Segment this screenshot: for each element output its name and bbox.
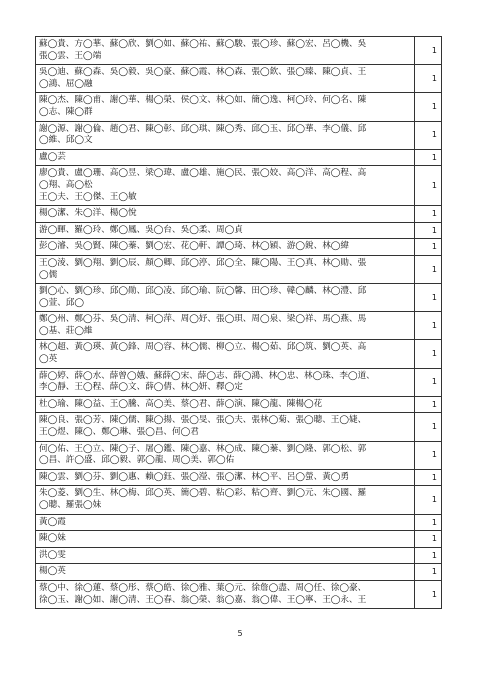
names-cell	[36, 312, 415, 340]
names-line: 王◯夫、王◯傑、王◯敏	[39, 191, 137, 202]
table-row	[36, 547, 442, 564]
count-cell: 1	[415, 65, 442, 93]
page-number: 5	[237, 629, 243, 638]
table-row	[36, 469, 442, 486]
names-line: ◯萱、邱◯	[39, 297, 85, 308]
names-line: 陳◯雲、劉◯芬、劉◯惠、賴◯鈺、張◯瀅、張◯潔、林◯平、呂◯螢、黃◯勇	[39, 471, 349, 482]
names-cell	[36, 469, 415, 486]
table-row	[36, 93, 442, 121]
table-row	[36, 149, 442, 166]
count-cell: 1	[415, 312, 442, 340]
table-row	[36, 340, 442, 368]
names-line: 陳◯杰、陳◯甫、謝◯華、楊◯榮、侯◯文、林◯如、簡◯逸、柯◯玲、何◯名、陳	[39, 95, 367, 106]
table-row	[36, 222, 442, 239]
table-row	[36, 580, 442, 608]
names-line: ◯維、邱◯文	[39, 135, 93, 146]
names-cell	[36, 239, 415, 256]
names-line: 王◯煜、陳◯、鄭◯琳、張◯昌、何◯君	[39, 427, 199, 438]
names-line: 彭◯濬、吳◯賢、陳◯蓁、劉◯宏、花◯軒、譚◯琦、林◯穎、游◯銳、林◯緯	[39, 241, 349, 252]
count-cell: 1	[415, 121, 442, 149]
names-cell	[36, 166, 415, 206]
count-cell: 1	[415, 166, 442, 206]
names-line: 張◯雲、王◯端	[39, 50, 102, 61]
count-cell: 1	[415, 149, 442, 166]
names-line: 王◯淩、劉◯翔、劉◯辰、顏◯卿、邱◯渟、邱◯全、陳◯陽、王◯真、林◯勛、張	[39, 257, 367, 268]
names-cell	[36, 206, 415, 223]
names-line: ◯基、莊◯維	[39, 325, 93, 336]
names-cell	[36, 255, 415, 283]
names-line: 徐◯玉、謝◯如、謝◯清、王◯春、翁◯榮、翁◯嘉、翁◯偉、王◯寧、王◯永、王	[39, 594, 367, 605]
count-cell: 1	[415, 413, 442, 441]
count-cell: 1	[415, 469, 442, 486]
names-cell	[36, 564, 415, 581]
names-line: 朱◯菱、劉◯生、林◯梅、邱◯英、簡◯碧、粘◯彩、粘◯齊、劉◯元、朱◯國、羅	[39, 488, 367, 499]
count-cell: 1	[415, 368, 442, 396]
table-row	[36, 255, 442, 283]
names-cell	[36, 531, 415, 548]
names-cell	[36, 514, 415, 531]
names-line: ◯鴻、屈◯融	[39, 78, 93, 89]
names-line: 楊◯潔、朱◯洋、楊◯悅	[39, 208, 137, 219]
names-line: 李◯靜、王◯程、薛◯文、薛◯倩、林◯妍、釋◯定	[39, 382, 243, 393]
names-line: 蔡◯中、徐◯蓮、蔡◯彤、蔡◯皓、徐◯雅、葉◯元、徐詹◯盡、周◯任、徐◯豪、	[39, 582, 367, 593]
names-cell	[36, 93, 415, 121]
names-line: 何◯佑、王◯立、陳◯子、屠◯鑑、陳◯嘉、林◯成、陳◯蓁、劉◯隆、郭◯松、郭	[39, 443, 367, 454]
names-line: 陳◯妹	[39, 533, 66, 544]
names-line: ◯英	[39, 354, 58, 365]
count-cell: 1	[415, 255, 442, 283]
table-row	[36, 486, 442, 514]
names-line: ◯志、陳◯群	[39, 106, 93, 117]
names-cell	[36, 121, 415, 149]
count-cell: 1	[415, 441, 442, 469]
names-line: 楊◯英	[39, 566, 66, 577]
names-line: 林◯超、黃◯瑛、黃◯鋒、周◯容、林◯儒、柳◯立、楊◯茹、邱◯筑、劉◯英、高	[39, 342, 367, 353]
count-cell: 1	[415, 486, 442, 514]
names-line: 杜◯瑜、陳◯益、王◯騰、高◯美、蔡◯君、薛◯演、陳◯龍、陳楊◯花	[39, 398, 323, 409]
table-row	[36, 441, 442, 469]
table-row	[36, 564, 442, 581]
count-cell: 1	[415, 531, 442, 548]
count-cell: 1	[415, 580, 442, 608]
names-line: 鄭◯州、鄭◯芬、吳◯清、柯◯萍、周◯妤、張◯珼、周◯泉、梁◯祥、馬◯燕、馬	[39, 314, 367, 325]
names-cell	[36, 368, 415, 396]
count-cell: 1	[415, 93, 442, 121]
names-line: 廖◯貴、盧◯珊、高◯昱、梁◯瑋、盧◯雄、施◯民、張◯姣、高◯洋、高◯程、高	[39, 168, 367, 179]
table-row	[36, 37, 442, 65]
table-row	[36, 396, 442, 413]
names-line: ◯聰、羅張◯妹	[39, 500, 102, 510]
table-row	[36, 531, 442, 548]
names-cell	[36, 580, 415, 608]
names-cell	[36, 65, 415, 93]
table-row	[36, 239, 442, 256]
count-cell: 1	[415, 206, 442, 223]
names-line: 蘇◯貴、方◯華、蘇◯欣、劉◯如、蘇◯祐、蘇◯駿、張◯珍、蘇◯宏、呂◯機、吳	[39, 39, 367, 49]
names-line: 劉◯心、劉◯珍、邱◯勛、邱◯凌、邱◯瑜、阮◯馨、田◯珍、韓◯麟、林◯澧、邱	[39, 286, 367, 297]
names-line: 黃◯霞	[39, 516, 66, 527]
count-cell: 1	[415, 340, 442, 368]
count-cell: 1	[415, 514, 442, 531]
names-cell	[36, 441, 415, 469]
table-row	[36, 166, 442, 206]
names-cell	[36, 37, 415, 65]
table-row	[36, 312, 442, 340]
names-line: ◯儒	[39, 269, 58, 280]
names-cell	[36, 284, 415, 312]
table-row	[36, 121, 442, 149]
names-line: ◯翔、高◯松	[39, 179, 93, 190]
names-cell	[36, 222, 415, 239]
names-line: 陳◯良、張◯芳、陳◯儒、陳◯揚、張◯旻、張◯夫、張林◯菊、張◯聰、王◯婕、	[39, 415, 367, 426]
count-cell: 1	[415, 564, 442, 581]
names-line: 洪◯雯	[39, 549, 66, 560]
count-cell: 1	[415, 222, 442, 239]
names-line: 盧◯芸	[39, 151, 66, 162]
table-row	[36, 206, 442, 223]
count-cell: 1	[415, 37, 442, 65]
table-row	[36, 65, 442, 93]
names-line: 游◯暉、羅◯玲、鄭◯鳳、吳◯台、吳◯柔、周◯貞	[39, 224, 243, 235]
names-cell	[36, 340, 415, 368]
count-cell: 1	[415, 396, 442, 413]
names-cell	[36, 413, 415, 441]
table-row	[36, 413, 442, 441]
table-row	[36, 284, 442, 312]
names-cell	[36, 486, 415, 514]
names-cell	[36, 149, 415, 166]
name-count-table	[35, 36, 442, 609]
names-line: 薛◯婷、薛◯水、薛曾◯娥、蘇薛◯宋、薛◯志、薛◯鴻、林◯忠、林◯珠、李◯道、	[39, 370, 375, 381]
count-cell: 1	[415, 284, 442, 312]
table-row	[36, 368, 442, 396]
names-line: 吳◯迪、蘇◯森、吳◯毅、吳◯豪、蘇◯霞、林◯森、張◯欽、張◯臻、陳◯貞、王	[39, 67, 367, 78]
names-cell	[36, 396, 415, 413]
count-cell: 1	[415, 239, 442, 256]
table-row	[36, 514, 442, 531]
names-line: 謝◯源、謝◯倫、趙◯君、陳◯彰、邱◯琪、陳◯秀、邱◯玉、邱◯華、李◯儀、邱	[39, 123, 367, 134]
count-cell: 1	[415, 547, 442, 564]
names-cell	[36, 547, 415, 564]
names-line: ◯昌、許◯盛、邱◯毅、郭◯龍、周◯美、郭◯佑	[39, 455, 235, 466]
